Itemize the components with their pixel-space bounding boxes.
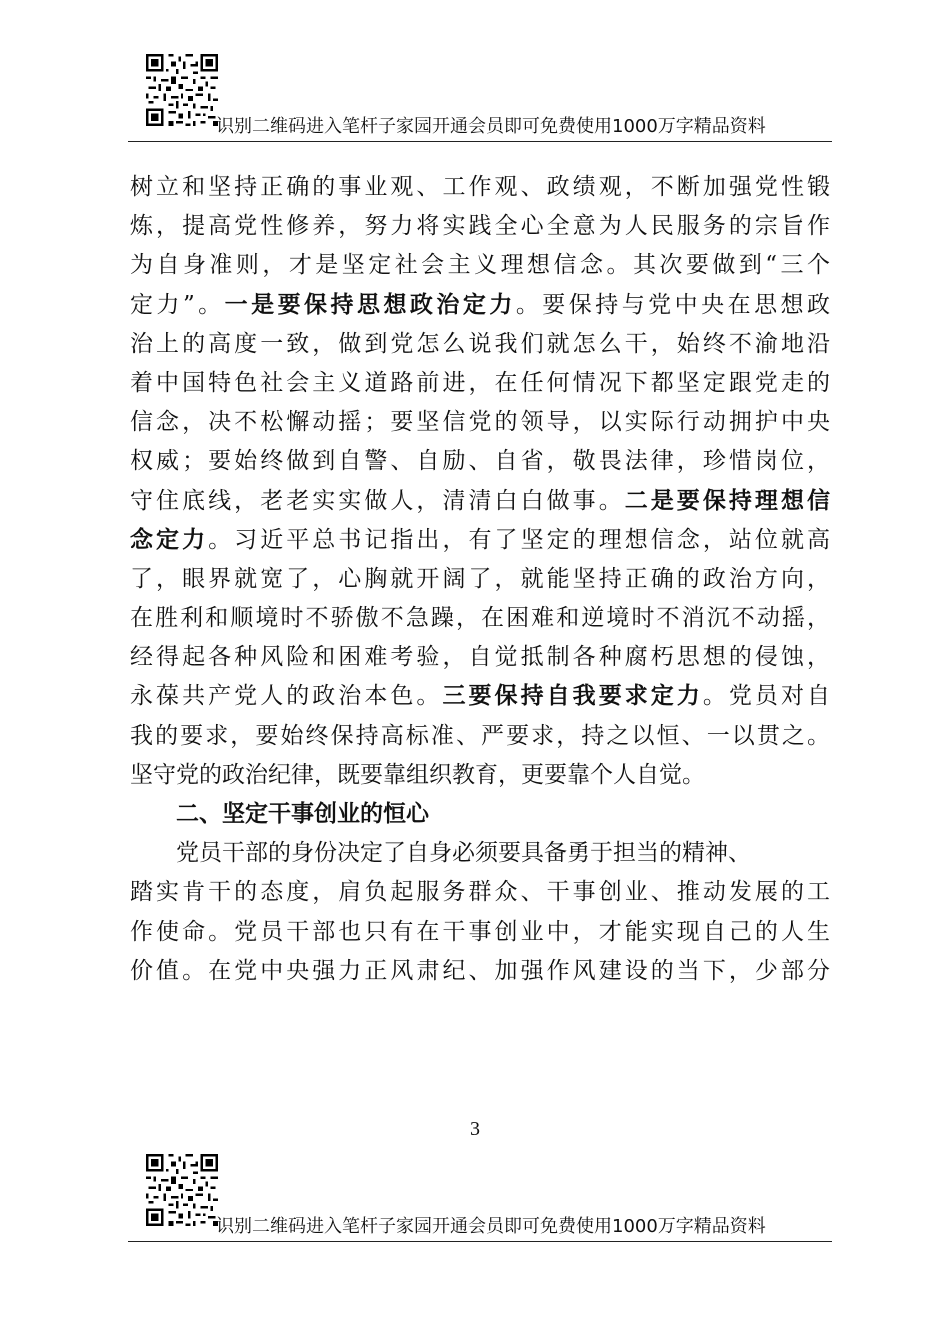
page-number: 3 [470, 1118, 480, 1140]
text-line [130, 560, 830, 599]
promo-text: 识别二维码进入笔杆子家园开通会员即可免费使用1000万字精品资料 [216, 116, 766, 137]
text-segment: 。习近平总书记指出，有了坚定的理想信念，站位就高 [208, 526, 831, 553]
text-segment: 定力”。 [130, 291, 225, 318]
text-line [130, 364, 830, 403]
text-line [130, 325, 830, 364]
text-line [130, 599, 830, 638]
text-line: 价值。在党中央强力正风肃纪、加强作风建设的当下，少部分 [130, 957, 830, 984]
text-segment: 树立和坚持正确的事业观、工作观、政绩观，不断加强党性锻 [130, 174, 830, 200]
text-line [130, 168, 830, 207]
section-heading: 二、坚定干事创业的恒心 [176, 801, 429, 827]
text-segment: 治上的高度一致，做到党怎么说我们就怎么干，始终不渝地沿 [130, 330, 830, 357]
text-segment: 。党员对自 [702, 683, 831, 710]
text-line [130, 207, 830, 246]
text-line [130, 403, 830, 442]
text-line [130, 677, 830, 716]
text-segment: 在胜利和顺境时不骄傲不急躁，在困难和逆境时不消沉不动摇， [130, 605, 830, 632]
text-line: 踏实肯干的态度，肩负起服务群众、干事创业、推动发展的工 [130, 879, 830, 906]
document-body [130, 168, 830, 991]
bold-phrase: 二是要保持理想信 [624, 487, 831, 514]
text-line [130, 638, 830, 677]
text-line: 作使命。党员干部也只有在干事创业中，才能实现自己的人生 [130, 918, 830, 945]
text-segment: 着中国特色社会主义道路前进，在任何情况下都坚定跟党走的 [130, 369, 830, 396]
text-segment: 。要保持与党中央在思想政 [515, 291, 831, 318]
text-line [130, 442, 830, 481]
bold-phrase: 三要保持自我要求定力 [442, 683, 703, 710]
text-segment: 我的要求，要始终保持高标准、严要求，持之以恒、一以贯之。 [130, 722, 830, 749]
paragraph-1 [130, 168, 830, 795]
header-rule [128, 141, 832, 142]
bold-phrase: 一是要保持思想政治定力 [224, 291, 516, 318]
text-segment: 守住底线，老老实实做人，清清白白做事。 [130, 487, 625, 514]
text-segment: 炼，提高党性修养，努力将实践全心全意为人民服务的宗旨作 [130, 213, 830, 240]
text-line [130, 717, 830, 756]
text-segment: 了，眼界就宽了，心胸就开阔了，就能坚持正确的政治方向， [130, 565, 830, 592]
qr-code-icon[interactable] [146, 54, 218, 126]
text-segment: 为自身准则，才是坚定社会主义理想信念。其次要做到“三个 [130, 252, 830, 279]
footer-banner [128, 1154, 832, 1242]
footer-rule [128, 1241, 832, 1242]
text-segment: 经得起各种风险和困难考验，自觉抵制各种腐朽思想的侵蚀， [130, 644, 830, 671]
header-banner [128, 54, 832, 142]
text-line [130, 521, 830, 560]
text-line [130, 482, 830, 521]
text-segment: 权威；要始终做到自警、自励、自省，敬畏法律，珍惜岗位， [130, 448, 830, 475]
bold-phrase: 念定力 [130, 526, 209, 553]
paragraph-2 [130, 834, 830, 991]
text-line [130, 286, 830, 325]
text-line: 党员干部的身份决定了自身必须要具备勇于担当的精神、 [176, 840, 751, 867]
text-line [130, 246, 830, 285]
qr-code-icon[interactable] [146, 1154, 218, 1226]
text-line [130, 756, 830, 795]
text-segment: 信念，决不松懈动摇；要坚信党的领导，以实际行动拥护中央 [130, 409, 830, 436]
text-segment: 坚守党的政治纪律，既要靠组织教育，更要靠个人自觉。 [130, 761, 705, 788]
text-segment: 永葆共产党人的政治本色。 [130, 683, 443, 710]
promo-text: 识别二维码进入笔杆子家园开通会员即可免费使用1000万字精品资料 [216, 1216, 766, 1237]
